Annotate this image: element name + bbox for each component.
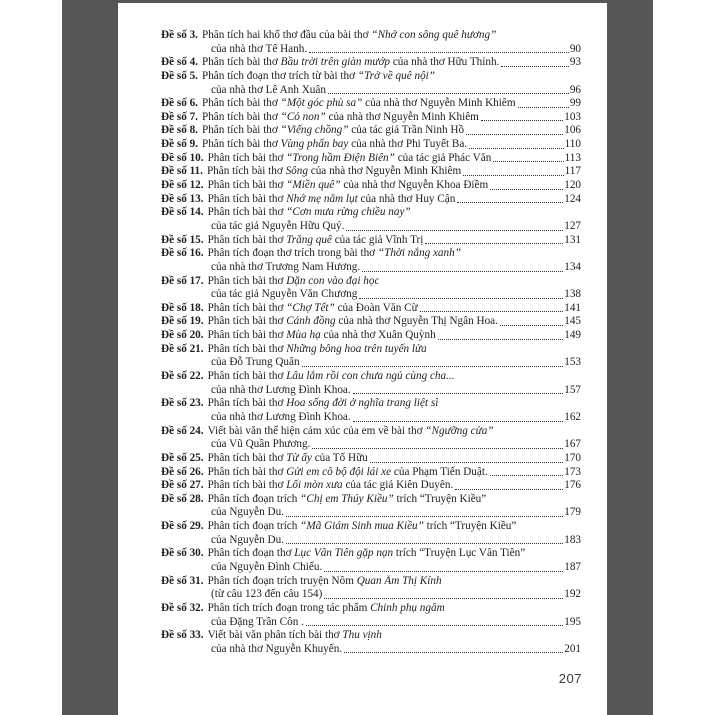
toc-entry-page: 110 <box>564 138 581 151</box>
toc-entry-line <box>161 124 581 138</box>
toc-entry-page: 141 <box>564 301 581 314</box>
toc-entry-number: Đề số 33. <box>161 629 204 642</box>
toc-entry-page: 173 <box>564 465 581 478</box>
toc-entry-page: 183 <box>564 533 581 546</box>
toc-entry-text: Phân tích bài thơ Vùng phấn bay của nhà thơ Phi Tuyết Ba. <box>201 138 468 151</box>
dot-leader <box>324 571 563 572</box>
toc-entry-number: Đề số 30. <box>161 547 204 560</box>
toc-entry-text: của Nguyễn Du. <box>211 533 285 546</box>
toc-entry-line <box>161 315 581 329</box>
dot-leader <box>481 120 563 121</box>
toc-entry-line <box>161 561 581 575</box>
toc-entry-text: của Nguyễn Du. <box>211 506 285 519</box>
dot-leader <box>501 66 568 67</box>
toc-entry-line <box>161 165 581 179</box>
dot-leader <box>500 325 563 326</box>
toc-entry-line <box>161 247 581 261</box>
toc-entry-line <box>161 411 581 425</box>
toc-entry-line <box>161 616 581 630</box>
toc-entry-line <box>161 466 581 480</box>
toc-entry-text: Phân tích đoạn thơ trích trong bài thơ “Thời nắng xanh” <box>207 247 461 260</box>
toc-entry-page: 93 <box>569 56 581 69</box>
toc-entry-line <box>161 425 581 439</box>
toc-entry-page: 120 <box>564 179 581 192</box>
toc-entry-text: Phân tích bài thơ Nhớ mẹ năm lụt của nhà thơ Huy Cận <box>207 192 456 205</box>
toc-entry-line <box>161 547 581 561</box>
toc-entry-number: Đề số 4. <box>161 56 198 69</box>
toc-entry-line <box>161 261 581 275</box>
toc-entry-text: của nhà thơ Tế Hanh. <box>211 42 308 55</box>
toc-entry-text: Phân tích bài thơ “Một góc phù sa” của nhà thơ Nguyễn Minh Khiêm <box>201 97 516 110</box>
toc-entry-page: 176 <box>564 479 581 492</box>
toc-entry-line <box>161 206 581 220</box>
toc-entry-text: Phân tích bài thơ Trăng quê của tác giả Vĩnh Trị <box>207 233 424 246</box>
toc-entry-number: Đề số 5. <box>161 69 198 82</box>
dot-leader <box>309 52 569 53</box>
toc-entry-text: Phân tích bài thơ Sông của nhà thơ Nguyễn Minh Khiêm <box>206 165 462 178</box>
table-of-contents <box>161 29 581 656</box>
toc-entry-line <box>161 588 581 602</box>
toc-entry-line <box>161 575 581 589</box>
dot-leader <box>490 475 563 476</box>
page-number: 207 <box>558 671 582 686</box>
book-edge-left <box>62 0 118 715</box>
toc-entry-line <box>161 629 581 643</box>
toc-entry-page: 131 <box>564 233 581 246</box>
toc-entry-number: Đề số 8. <box>161 124 198 137</box>
toc-entry-text: Phân tích bài thơ “Viếng chồng” của tác giả Trần Ninh Hồ <box>201 124 465 137</box>
toc-entry-text: của nhà thơ Lương Đình Khoa. <box>211 410 351 423</box>
dot-leader <box>370 462 563 463</box>
toc-entry-page: 138 <box>564 288 581 301</box>
toc-entry-text: của Đặng Trần Côn . <box>211 615 304 628</box>
toc-entry-text: Phân tích hai khổ thơ đầu của bài thơ “Nhớ con sông quê hương” <box>201 29 497 41</box>
dot-leader <box>286 516 563 517</box>
toc-entry-text: Viết bài văn thể hiện cảm xúc của em về bài thơ “Ngưỡng cửa” <box>207 424 494 437</box>
toc-entry-text: Viết bài văn phân tích bài thơ Thu vịnh <box>207 629 382 642</box>
toc-entry-number: Đề số 15. <box>161 233 204 246</box>
toc-entry-text: của Nguyễn Đình Chiểu. <box>211 560 323 573</box>
toc-entry-text: (từ câu 123 đến câu 154) <box>211 588 323 601</box>
toc-entry-line <box>161 43 581 57</box>
toc-entry-line <box>161 643 581 657</box>
toc-entry-number: Đề số 13. <box>161 192 204 205</box>
toc-entry-text: của nhà thơ Nguyễn Khuyến. <box>211 642 343 655</box>
toc-entry-line <box>161 152 581 166</box>
toc-entry-page: 170 <box>564 451 581 464</box>
toc-entry-text: Phân tích bài thơ Lối mòn xưa của tác giả Kiên Duyên. <box>207 479 454 492</box>
dot-leader <box>463 175 563 176</box>
toc-entry-number: Đề số 16. <box>161 247 204 260</box>
toc-entry-line <box>161 479 581 493</box>
toc-entry-page: 179 <box>564 506 581 519</box>
toc-entry-page: 90 <box>569 42 581 55</box>
dot-leader <box>346 230 563 231</box>
toc-entry-text: Phân tích bài thơ “Chợ Tết” của Đoàn Văn Cừ <box>207 301 418 314</box>
toc-entry-page: 157 <box>564 383 581 396</box>
toc-entry-text: Phân tích bài thơ Cánh đồng của nhà thơ Nguyễn Thị Ngân Hoa. <box>207 315 498 328</box>
toc-entry-text: Phân tích bài thơ “Cỏ non” của nhà thơ Nguyễn Minh Khiêm <box>201 110 479 123</box>
toc-entry-page: 195 <box>564 615 581 628</box>
toc-entry-line <box>161 602 581 616</box>
toc-entry-text: Phân tích bài thơ Những bông hoa trên tuyến lửa <box>207 342 427 355</box>
toc-entry-text: Phân tích đoạn trích “Mã Giám Sinh mua Kiều” trích “Truyện Kiều” <box>207 520 517 533</box>
dot-leader <box>469 148 564 149</box>
toc-entry-line <box>161 438 581 452</box>
toc-entry-text: Phân tích bài thơ “Cơn mưa rừng chiều nay” <box>207 206 411 219</box>
toc-entry-text: Phân tích đoạn thơ Lục Vân Tiên gặp nạn trích “Truyện Lục Vân Tiên” <box>207 547 526 560</box>
toc-entry-number: Đề số 7. <box>161 110 198 123</box>
toc-entry-line <box>161 56 581 70</box>
toc-entry-page: 117 <box>564 165 581 178</box>
dot-leader <box>302 366 564 367</box>
toc-entry-page: 201 <box>564 642 581 655</box>
toc-entry-page: 149 <box>564 329 581 342</box>
toc-entry-number: Đề số 6. <box>161 97 198 110</box>
toc-entry-number: Đề số 21. <box>161 342 204 355</box>
toc-entry-page: 145 <box>564 315 581 328</box>
toc-entry-number: Đề số 28. <box>161 492 204 505</box>
toc-entry-number: Đề số 23. <box>161 397 204 410</box>
toc-entry-text: Phân tích đoạn thơ trích từ bài thơ “Trở về quê nội” <box>201 69 435 82</box>
toc-entry-text: Phân tích bài thơ Từ ấy của Tố Hữu <box>207 451 368 464</box>
toc-entry-number: Đề số 24. <box>161 424 204 437</box>
dot-leader <box>493 161 563 162</box>
dot-leader <box>344 652 563 653</box>
toc-entry-text: của Đỗ Trung Quân <box>211 356 300 369</box>
book-page <box>118 3 607 715</box>
toc-entry-number: Đề số 20. <box>161 329 204 342</box>
toc-entry-page: 113 <box>564 151 581 164</box>
toc-entry-number: Đề số 17. <box>161 274 204 287</box>
toc-entry-number: Đề số 3. <box>161 29 198 41</box>
toc-entry-page: 124 <box>564 192 581 205</box>
dot-leader <box>455 489 563 490</box>
toc-entry-line <box>161 384 581 398</box>
toc-entry-number: Đề số 19. <box>161 315 204 328</box>
toc-entry-line <box>161 29 581 43</box>
dot-leader <box>362 271 563 272</box>
toc-entry-text: Phân tích bài thơ Dặn con vào đại học <box>207 274 380 287</box>
toc-entry-text: Phân tích bài thơ Bầu trời trên giàn mướp của nhà thơ Hữu Thỉnh. <box>201 56 500 69</box>
toc-entry-line <box>161 70 581 84</box>
toc-entry-line <box>161 356 581 370</box>
toc-entry-number: Đề số 25. <box>161 451 204 464</box>
toc-entry-text: Phân tích bài thơ Hoa sống đời ở nghĩa trang liệt sĩ <box>207 397 439 410</box>
toc-entry-number: Đề số 18. <box>161 301 204 314</box>
toc-entry-line <box>161 397 581 411</box>
toc-entry-page: 153 <box>564 356 581 369</box>
toc-entry-page: 167 <box>564 438 581 451</box>
dot-leader <box>420 311 564 312</box>
dot-leader <box>518 107 569 108</box>
toc-entry-text: Phân tích bài thơ “Miền quê” của nhà thơ Nguyễn Khoa Điềm <box>207 179 489 192</box>
toc-entry-text: Phân tích đoạn trích truyện Nôm Quan Âm Thị Kính <box>207 574 442 587</box>
toc-entry-text: Phân tích bài thơ Gửi em cô bộ đội lái xe của Phạm Tiến Duật. <box>207 465 488 478</box>
toc-entry-line <box>161 534 581 548</box>
toc-entry-text: Phân tích bài thơ Lâu lắm rồi con chưa ngủ cùng cha... <box>207 370 455 383</box>
toc-entry-page: 99 <box>569 97 581 110</box>
toc-entry-line <box>161 329 581 343</box>
toc-entry-number: Đề số 11. <box>161 165 203 178</box>
dot-leader <box>353 393 564 394</box>
toc-entry-line <box>161 111 581 125</box>
toc-entry-page: 96 <box>569 83 581 96</box>
toc-entry-text: của nhà thơ Lê Anh Xuân <box>211 83 326 96</box>
dot-leader <box>324 598 563 599</box>
toc-entry-line <box>161 220 581 234</box>
toc-entry-number: Đề số 10. <box>161 151 204 164</box>
toc-entry-line <box>161 493 581 507</box>
toc-entry-text: của nhà thơ Trương Nam Hương. <box>211 260 361 273</box>
toc-entry-text: của tác giả Nguyễn Văn Chương <box>211 288 358 301</box>
toc-entry-number: Đề số 26. <box>161 465 204 478</box>
dot-leader <box>353 421 564 422</box>
toc-entry-line <box>161 275 581 289</box>
toc-entry-number: Đề số 31. <box>161 574 204 587</box>
dot-leader <box>286 543 563 544</box>
toc-entry-line <box>161 520 581 534</box>
toc-entry-line <box>161 138 581 152</box>
toc-entry-text: của tác giả Nguyễn Hữu Quý. <box>211 219 345 232</box>
toc-entry-line <box>161 234 581 248</box>
dot-leader <box>466 134 563 135</box>
dot-leader <box>457 202 563 203</box>
toc-entry-line <box>161 97 581 111</box>
dot-leader <box>306 625 563 626</box>
book-edge-right <box>607 0 653 715</box>
toc-entry-number: Đề số 12. <box>161 179 204 192</box>
toc-entry-line <box>161 343 581 357</box>
toc-entry-line <box>161 370 581 384</box>
toc-entry-page: 187 <box>564 560 581 573</box>
toc-entry-text: Phân tích đoạn trích “Chị em Thúy Kiều” trích “Truyện Kiều” <box>207 492 487 505</box>
toc-entry-line <box>161 302 581 316</box>
toc-entry-number: Đề số 32. <box>161 601 204 614</box>
toc-entry-line <box>161 179 581 193</box>
dot-leader <box>312 448 563 449</box>
toc-entry-page: 106 <box>564 124 581 137</box>
toc-entry-number: Đề số 14. <box>161 206 204 219</box>
dot-leader <box>490 189 563 190</box>
dot-leader <box>438 339 564 340</box>
toc-entry-page: 162 <box>564 410 581 423</box>
dot-leader <box>359 298 563 299</box>
toc-entry-line <box>161 193 581 207</box>
toc-entry-line <box>161 506 581 520</box>
toc-entry-text: Phân tích trích đoạn trong tác phẩm Chinh phụ ngâm <box>207 601 445 614</box>
toc-entry-line <box>161 84 581 98</box>
toc-entry-text: của Vũ Quần Phương. <box>211 438 311 451</box>
toc-entry-line <box>161 288 581 302</box>
toc-entry-number: Đề số 9. <box>161 138 198 151</box>
dot-leader <box>425 243 563 244</box>
toc-entry-page: 134 <box>564 260 581 273</box>
toc-entry-text: của nhà thơ Lương Đình Khoa. <box>211 383 351 396</box>
dot-leader <box>328 93 569 94</box>
toc-entry-text: Phân tích bài thơ Mùa hạ của nhà thơ Xuân Quỳnh <box>207 329 436 342</box>
toc-entry-page: 127 <box>564 219 581 232</box>
toc-entry-text: Phân tích bài thơ “Trong hầm Điện Biên” của tác giả Phác Văn <box>207 151 492 164</box>
toc-entry-page: 192 <box>564 588 581 601</box>
toc-entry-number: Đề số 22. <box>161 370 204 383</box>
toc-entry-line <box>161 452 581 466</box>
toc-entry-number: Đề số 27. <box>161 479 204 492</box>
toc-entry-number: Đề số 29. <box>161 520 204 533</box>
toc-entry-page: 103 <box>564 110 581 123</box>
